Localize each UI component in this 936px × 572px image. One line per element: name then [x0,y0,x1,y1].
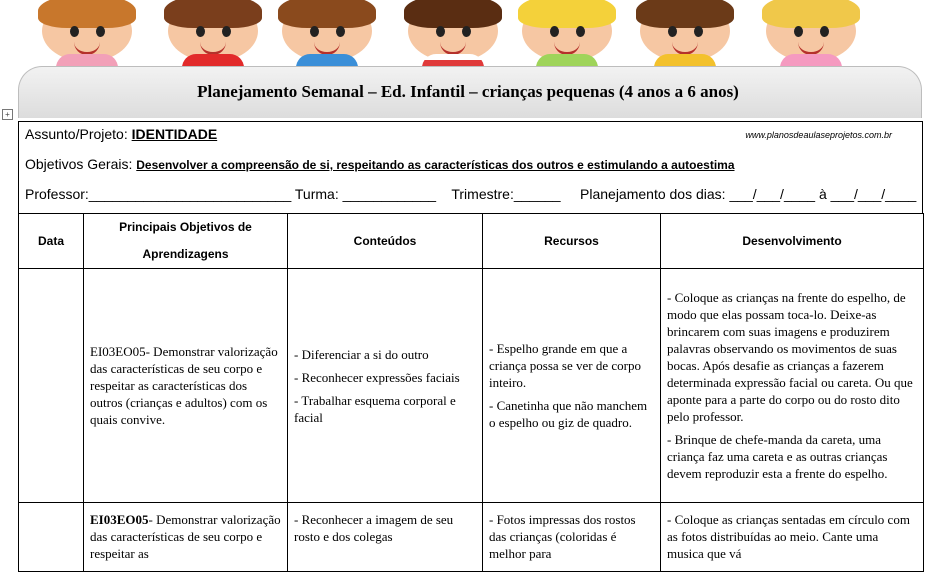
objetivos-label: Objetivos Gerais: [25,156,133,172]
assunto-value: IDENTIDADE [131,126,218,142]
turma-field[interactable]: Turma: ____________ [294,186,437,202]
objetivos-value: Desenvolver a compreensão de si, respeitando as características dos outros e estimulando a autoestima [136,158,735,172]
professor-field[interactable]: Professor:__________________________ [25,186,292,202]
date-cell[interactable] [19,269,84,503]
plan-header-box [18,121,923,213]
header-data: Data [19,214,84,269]
recurso-item: - Fotos impressas dos rostos das crianças (coloridas é melhor para [489,512,636,561]
fields-line [25,186,916,202]
assunto-label: Assunto/Projeto: [25,126,128,142]
conteudo-item: - Reconhecer expressões faciais [294,369,460,385]
conteudo-item: - Diferenciar a si do outro [294,346,429,362]
recursos-cell[interactable] [483,503,661,572]
header-desenvolvimento: Desenvolvimento [661,214,924,269]
table-header-row [19,214,924,269]
trimestre-field[interactable]: Trimestre:______ [451,186,561,202]
assunto-line [25,126,217,142]
header-objetivos: Principais Objetivos de Aprendizagens [84,214,288,269]
objetivo-text: EI03EO05- Demonstrar valorização das características de seu corpo e respeitar as características dos outros (crianças e adultos) com os quais convive. [90,344,278,427]
table-row [19,503,924,572]
desenvolvimento-cell[interactable] [661,503,924,572]
conteudos-cell[interactable] [288,503,483,572]
header-banner [0,0,936,118]
conteudo-item: - Trabalhar esquema corporal e facial [294,392,456,425]
desenvolvimento-item: - Brinque de chefe-manda da careta, uma criança faz uma careta e as outras crianças devem reproduzir esta a frente do espelho. [667,432,888,481]
conteudos-cell[interactable] [288,269,483,503]
website-text: www.planosdeaulaseprojetos.com.br [745,130,892,140]
recursos-cell[interactable] [483,269,661,503]
conteudo-item: - Reconhecer a imagem de seu rosto e dos colegas [294,512,454,544]
recurso-item: - Canetinha que não manchem o espelho ou giz de quadro. [489,398,648,430]
header-conteudos: Conteúdos [288,214,483,269]
date-cell[interactable] [19,503,84,572]
planejamento-field[interactable]: Planejamento dos dias: ___/___/____ à ___/___/____ [580,186,917,202]
objetivos-line [25,156,735,172]
table-row [19,269,924,503]
recurso-item: - Espelho grande em que a criança possa se ver de corpo inteiro. [489,341,641,390]
objetivo-text: - Demonstrar valorização das características de seu corpo e respeitar as [90,512,281,561]
desenvolvimento-item: - Coloque as crianças sentadas em círculo com as fotos distribuídas ao meio. Cante uma musica que vá [667,512,910,561]
planning-table [18,213,924,572]
desenvolvimento-cell[interactable] [661,269,924,503]
header-recursos: Recursos [483,214,661,269]
desenvolvimento-item: - Coloque as crianças na frente do espelho, de modo que elas possam toca-lo. Deixe-as brincarem com suas imagens e produzirem palavras observando os movimentos de suas bocas. Após desafie as crianças a fazerem determinada expressão facial ou careta. Ou que aponte para a parte do corpo ou do rosto dito pelo professor. [667,290,913,424]
objetivo-cell[interactable] [84,503,288,572]
objetivo-cell[interactable] [84,269,288,503]
objetivo-code: EI03EO05 [90,512,149,527]
page-title: Planejamento Semanal – Ed. Infantil – crianças pequenas (4 anos a 6 anos) [197,82,739,101]
table-move-handle-icon[interactable]: + [2,109,13,120]
